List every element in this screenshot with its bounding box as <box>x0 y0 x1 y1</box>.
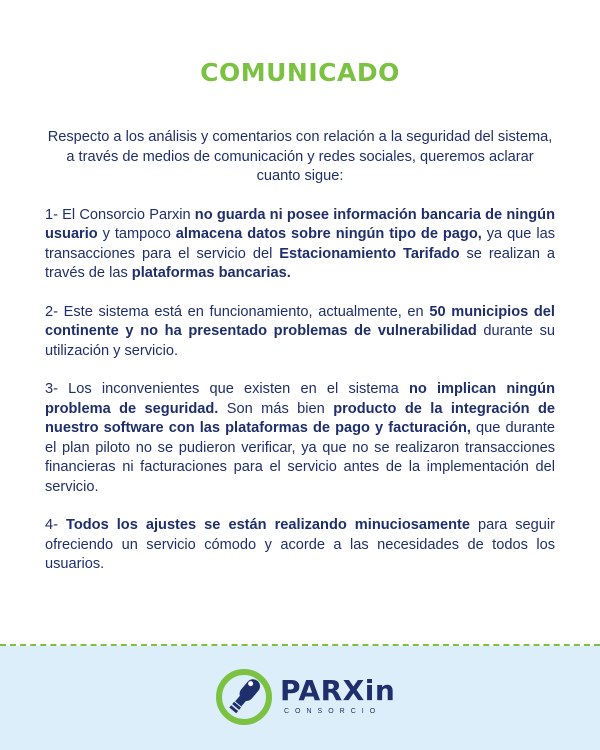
p1-bold-4: plataformas bancarias. <box>131 265 291 281</box>
p1-text-1: 1- El Consorcio Parxin <box>45 206 195 223</box>
p1-text-2: y tampoco <box>97 226 176 242</box>
logo-subtitle: CONSORCIO <box>284 708 382 715</box>
document-body <box>45 128 555 575</box>
p2-text-1: 2- Este sistema está en funcionamiento, actualmente, en <box>45 303 430 320</box>
parxin-logo-icon <box>214 667 274 727</box>
paragraph-2 <box>45 303 555 362</box>
p3-text-2: Son más bien <box>218 400 334 417</box>
paragraph-1 <box>45 206 555 284</box>
p1-bold-1: no guarda ni posee información bancaria de ningún usuario <box>45 206 555 242</box>
parxin-logo <box>214 667 394 729</box>
document-title: COMUNICADO <box>200 58 400 87</box>
p3-text-1: 3- Los inconvenientes que existen en el sistema <box>45 381 409 397</box>
p1-text-4: se realizan a través de las <box>45 245 555 281</box>
p2-bold-1: 50 municipios del continente y no ha presentado problemas de vulnerabilidad <box>45 303 555 339</box>
p3-text-3: que durante el plan piloto no se pudieron verificar, ya que no se realizaron transacciones financieras ni facturaciones para el servicio antes de la implementación del servicio. <box>45 420 555 495</box>
logo-wordmark: PARXin <box>280 674 396 707</box>
p1-text-3: ya que las transacciones para el servicio del <box>45 226 555 262</box>
p1-bold-2: almacena datos sobre ningún tipo de pago, <box>175 226 482 242</box>
p3-bold-2: producto de la integración de nuestro software con las plataformas de pago y facturación, <box>45 400 555 436</box>
p1-bold-3: Estacionamiento Tarifado <box>279 245 460 262</box>
intro-paragraph: Respecto a los análisis y comentarios con relación a la seguridad del sistema, a través de medios de comunicación y redes sociales, queremos aclarar cuanto sigue: <box>47 129 553 184</box>
p3-bold-1: no implican ningún problema de seguridad. <box>45 381 555 417</box>
p2-text-2: durante su utilización y servicio. <box>45 323 555 359</box>
p4-text-2: para seguir ofreciendo un servicio cómodo y acorde a las necesidades de todos los usuarios. <box>45 517 556 572</box>
p4-bold-1: Todos los ajustes se están realizando minuciosamente <box>66 517 470 533</box>
p4-text-1: 4- <box>45 517 67 533</box>
paragraph-4 <box>45 516 555 575</box>
paragraph-3 <box>45 380 555 497</box>
